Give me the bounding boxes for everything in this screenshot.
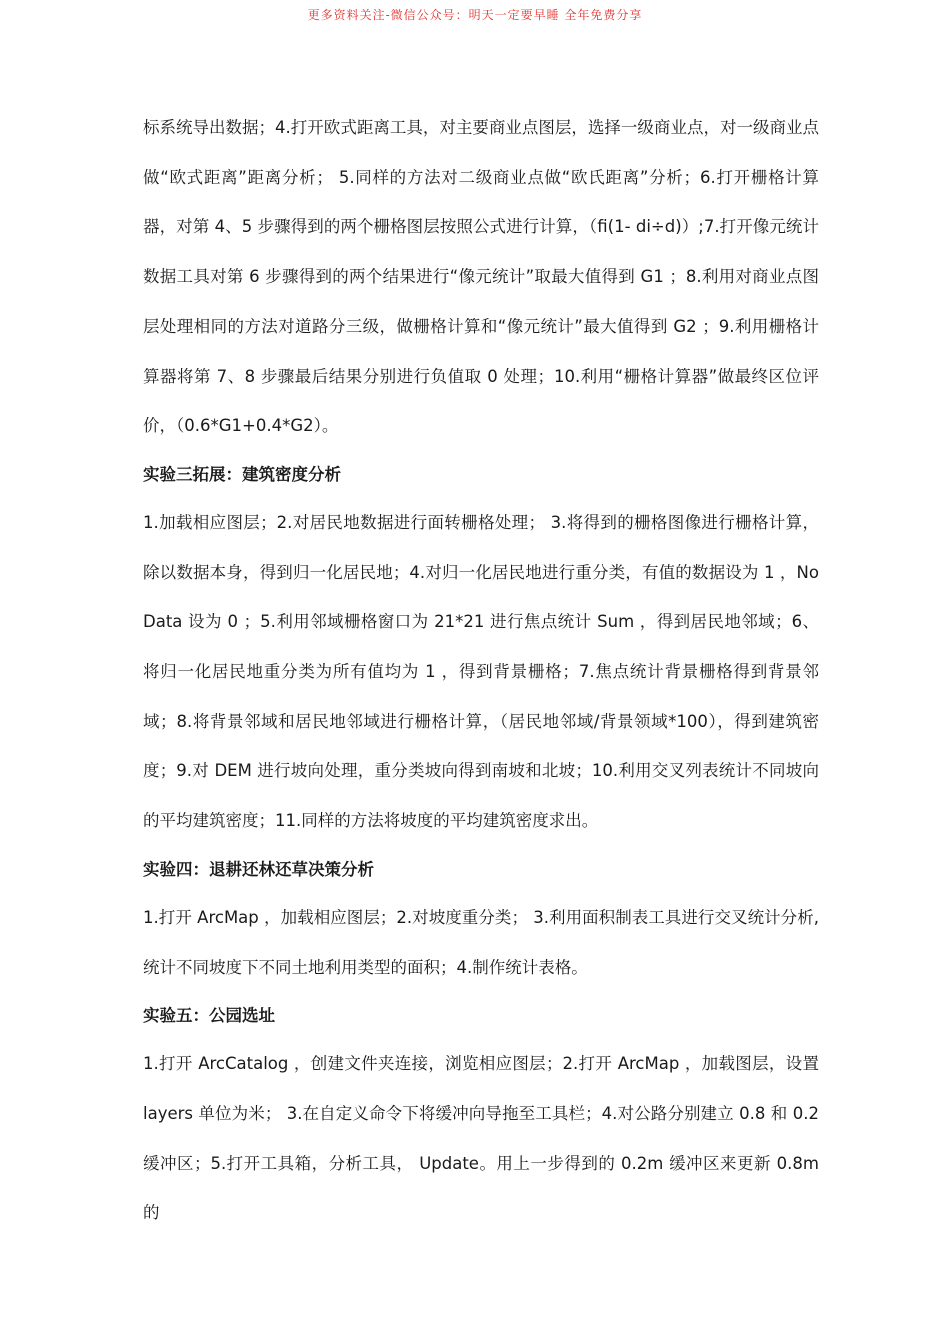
section-heading-exp4: 实验四：退耕还林还草决策分析 (143, 859, 374, 879)
section-heading-exp3-ext: 实验三拓展：建筑密度分析 (143, 464, 341, 484)
section-body-exp3-ext: 1.加载相应图层；2.对居民地数据进行面转栅格处理； 3.将得到的栅格图像进行栅格计算，除以数据本身，得到归一化居民地；4.对归一化居民地进行重分类，有值的数据设为 1 ，No Data 设为 0 ；5.利用邻域栅格窗口为 21*21 进行焦点统计 Sum ，得到居民地邻域；6、将归一化居民地重分类为所有值均为 1 ，得到背景栅格；7.焦点统计背景栅格得到背景邻域；8.将背景邻域和居民地邻域进行栅格计算，（居民地邻域/背景领域*100），得到建筑密度；9.对 DEM 进行坡向处理，重分类坡向得到南坡和北坡；10.利用交叉列表统计不同坡向的平均建筑密度；11.同样的方法将坡度的平均建筑密度求出。 (143, 512, 819, 831)
header-banner: 更多资料关注-微信公众号：明天一定要早睡 全年免费分享 (307, 8, 643, 22)
section-body-exp4: 1.打开 ArcMap ，加载相应图层；2.对坡度重分类； 3.利用面积制表工具进行交叉统计分析,统计不同坡度下不同土地利用类型的面积；4.制作统计表格。 (143, 907, 819, 977)
intro-paragraph: 标系统导出数据；4.打开欧式距离工具，对主要商业点图层，选择一级商业点，对一级商业点做“欧式距离”距离分析； 5.同样的方法对二级商业点做“欧氏距离”分析；6.打开栅格计算器，对第 4、5 步骤得到的两个栅格图层按照公式进行计算，（fi(1- di÷d)）;7.打开像元统计数据工具对第 6 步骤得到的两个结果进行“像元统计”取最大值得到 G1 ；8.利用对商业点图层处理相同的方法对道路分三级，做栅格计算和“像元统计”最大值得到 G2 ；9.利用栅格计算器将第 7、8 步骤最后结果分别进行负值取 0 处理；10.利用“栅格计算器”做最终区位评价，（0.6*G1+0.4*G2）。 (143, 118, 819, 436)
section-body-exp5: 1.打开 ArcCatalog ，创建文件夹连接，浏览相应图层；2.打开 ArcMap ，加载图层，设置 layers 单位为米； 3.在自定义命令下将缓冲向导拖至工具栏；4.对公路分别建立 0.8 和 0.2 缓冲区；5.打开工具箱，分析工具， Update。用上一步得到的 0.2m 缓冲区来更新 0.8m 的 (143, 1054, 819, 1223)
document-body (143, 103, 819, 1238)
section-heading-exp5: 实验五：公园选址 (143, 1006, 275, 1026)
